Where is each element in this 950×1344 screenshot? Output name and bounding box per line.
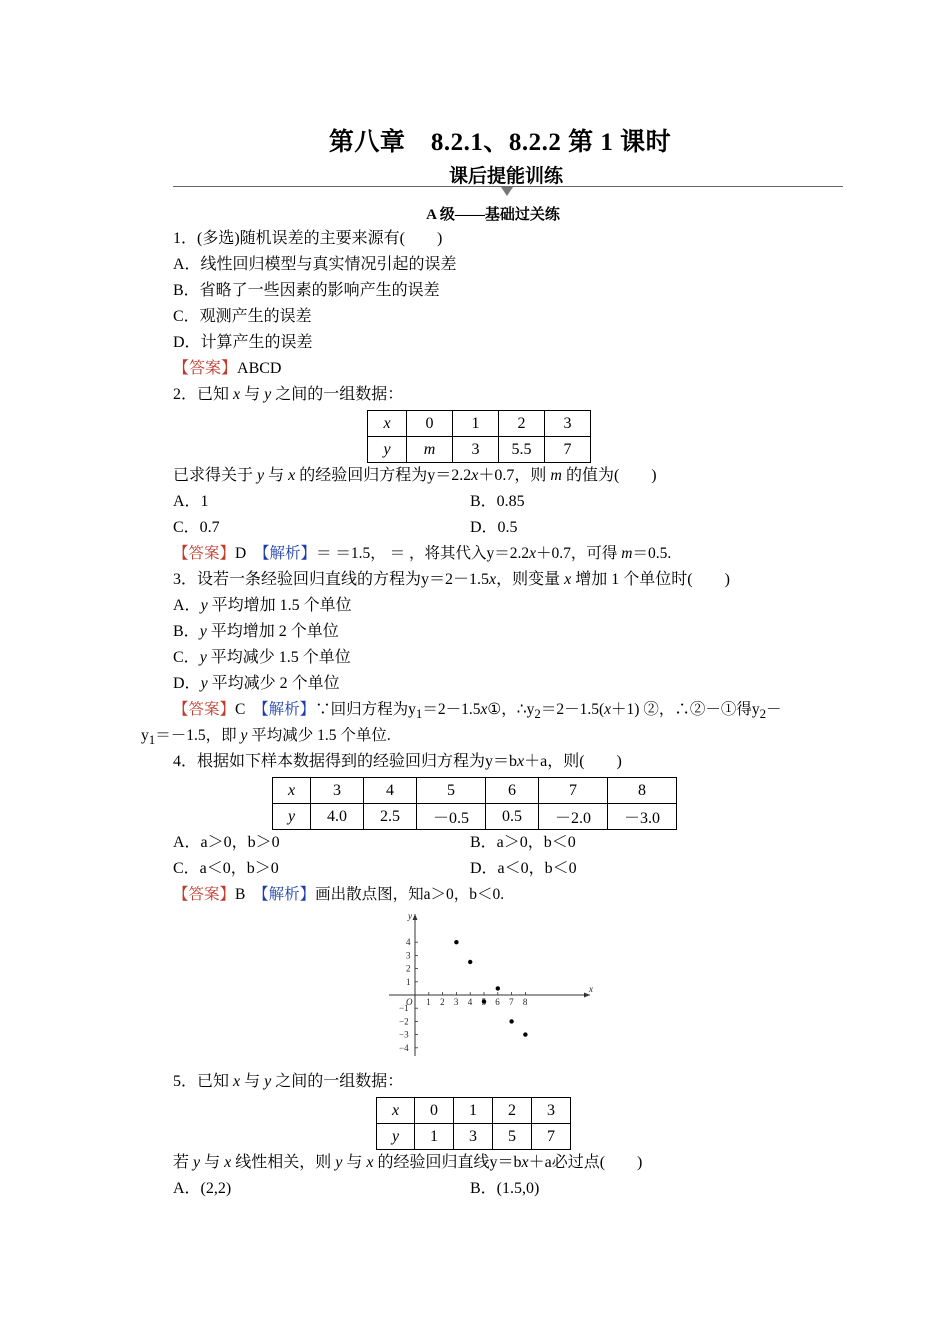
analysis-text: 平均减少 1.5 个单位. xyxy=(247,727,391,744)
var-m: m xyxy=(550,467,562,484)
var-y: y xyxy=(199,623,207,640)
answer-label: 【答案】 xyxy=(173,886,236,903)
var-x: x xyxy=(366,1154,374,1171)
data-point xyxy=(468,960,472,964)
data-point xyxy=(523,1032,527,1036)
var-y: y xyxy=(257,467,265,484)
y-tick-label: 2 xyxy=(406,963,411,974)
x-tick-label: 3 xyxy=(453,997,459,1007)
text: ＋a，则( ) xyxy=(524,753,622,770)
y-tick-label: 1 xyxy=(406,976,411,987)
table-cell: 0 xyxy=(415,1098,454,1124)
q4-option-b: B．a＞0，b＜0 xyxy=(470,834,576,851)
q5-option-b: B．(1.5,0) xyxy=(470,1180,540,1197)
var-y: y xyxy=(264,386,272,403)
table-cell: 5 xyxy=(493,1124,532,1150)
answer-label: 【答案】 xyxy=(173,701,236,718)
q2-stem xyxy=(173,385,403,405)
answer-value: ABCD xyxy=(237,360,282,377)
x-tick-label: 8 xyxy=(522,997,528,1007)
answer-label: 【答案】 xyxy=(173,545,236,562)
analysis-label: 【解析】 xyxy=(260,886,316,903)
q1-option-b: B．省略了一些因素的影响产生的误差 xyxy=(173,282,440,299)
var-y: y xyxy=(200,597,208,614)
q2-option-a: A．1 xyxy=(173,493,209,510)
table-row xyxy=(368,437,591,463)
y-axis-label: y xyxy=(408,911,412,921)
table-cell: 1 xyxy=(453,411,499,437)
q3-option-d xyxy=(173,674,340,694)
table-cell: 4 xyxy=(364,778,417,804)
x-tick-label: 6 xyxy=(495,997,500,1007)
var-x: x xyxy=(529,545,537,562)
table-row xyxy=(368,411,591,437)
table-cell: 6 xyxy=(486,778,539,804)
table-cell: 0 xyxy=(407,411,453,437)
var-x: x xyxy=(288,467,296,484)
subscript: 1 xyxy=(415,706,423,722)
q3-analysis-line2 xyxy=(141,726,391,750)
var-y: y xyxy=(199,649,207,666)
table-row xyxy=(377,1098,571,1124)
answer-value: B xyxy=(235,886,246,903)
text: ，则变量 xyxy=(496,571,565,588)
scatter-plot xyxy=(385,908,600,1058)
var-x: x xyxy=(564,571,572,588)
x-tick-label: 7 xyxy=(509,997,514,1007)
text: 平均增加 2 个单位 xyxy=(206,623,339,640)
table-cell: 2 xyxy=(493,1098,532,1124)
text: 与 xyxy=(264,467,289,484)
table-cell: 2 xyxy=(499,411,545,437)
text: A． xyxy=(173,597,201,614)
analysis-text: ＋0.7，可得 xyxy=(536,545,622,562)
analysis-text: ①，∴y xyxy=(487,701,535,718)
text: 4．根据如下样本数据得到的经验回归方程为y＝b xyxy=(173,753,518,770)
text: 增加 1 个单位时( ) xyxy=(571,571,730,588)
q4-option-c: C．a＜0，b＞0 xyxy=(173,860,279,877)
text: 与 xyxy=(240,1073,265,1090)
text: 线性相关，则 xyxy=(231,1154,336,1171)
text: C． xyxy=(173,649,200,666)
q3-stem xyxy=(173,570,730,590)
table-cell: 7 xyxy=(532,1124,571,1150)
table-header-x: x xyxy=(391,1101,400,1119)
analysis-text: ＝0.5. xyxy=(632,545,672,562)
text: ＋0.7，则 xyxy=(478,467,551,484)
analysis-text: ＝－1.5，即 xyxy=(155,727,241,744)
subscript: 2 xyxy=(534,706,541,722)
analysis-text: ＝2－1.5 xyxy=(422,701,481,718)
var-x: x xyxy=(517,753,525,770)
text: 之间的一组数据： xyxy=(271,1073,404,1090)
text: B． xyxy=(173,623,200,640)
q1-stem: 1．(多选)随机误差的主要来源有( ) xyxy=(173,230,443,247)
data-point xyxy=(496,986,500,990)
q1-option-d: D．计算产生的误差 xyxy=(173,334,313,351)
x-tick-label: 4 xyxy=(467,997,473,1007)
q3-option-b xyxy=(173,622,339,642)
table-cell: －0.5 xyxy=(417,804,486,830)
q4-data-table xyxy=(272,777,677,830)
text: 已求得关于 xyxy=(173,467,258,484)
var-x: x xyxy=(471,467,479,484)
q1-answer xyxy=(173,359,281,379)
table-cell: －3.0 xyxy=(608,804,677,830)
q2-line2 xyxy=(173,466,657,486)
var-y: y xyxy=(200,675,208,692)
analysis-text: 画出散点图，知a＞0，b＜0. xyxy=(315,886,505,903)
table-header-x: x xyxy=(383,414,391,432)
table-cell: 3 xyxy=(532,1098,571,1124)
table-row xyxy=(273,778,677,804)
q2-option-d: D．0.5 xyxy=(470,519,518,536)
text: 与 xyxy=(240,386,265,403)
var-y: y xyxy=(193,1154,201,1171)
var-x: x xyxy=(480,701,488,718)
q1-option-c: C．观测产生的误差 xyxy=(173,308,312,325)
page-subtitle: 课后提能训练 xyxy=(448,166,563,187)
table-header-x: x xyxy=(287,781,296,799)
section-heading: A 级——基础过关练 xyxy=(426,207,560,223)
text: 3．设若一条经验回归直线的方程为y＝2－1.5 xyxy=(173,571,490,588)
text: 与 xyxy=(342,1154,367,1171)
text: 的值为( ) xyxy=(561,467,657,484)
table-cell: 5.5 xyxy=(499,437,545,463)
table-header-y: y xyxy=(391,1127,400,1145)
q4-stem xyxy=(173,752,622,772)
text: 的经验回归直线y＝b xyxy=(373,1154,522,1171)
triangle-marker-icon xyxy=(501,187,513,196)
subscript: 2 xyxy=(759,706,767,722)
var-m: m xyxy=(621,545,633,562)
x-axis-label: x xyxy=(589,984,593,994)
analysis-text: ＋1) ②，∴②－①得y xyxy=(611,701,760,718)
var-x: x xyxy=(489,571,497,588)
data-point xyxy=(509,1019,513,1023)
q5-option-a: A．(2,2) xyxy=(173,1180,232,1197)
q4-option-a: A．a＞0，b＞0 xyxy=(173,834,280,851)
table-row xyxy=(377,1124,571,1150)
q4-answer xyxy=(173,885,504,905)
q4-option-d: D．a＜0，b＜0 xyxy=(470,860,577,877)
table-cell: 1 xyxy=(454,1098,493,1124)
table-cell: 3 xyxy=(454,1124,493,1150)
text: 若 xyxy=(173,1154,194,1171)
q2-data-table xyxy=(367,410,591,463)
q2-option-b: B．0.85 xyxy=(470,493,525,510)
table-cell: 7 xyxy=(539,778,608,804)
x-tick-label: 2 xyxy=(440,997,445,1007)
y-tick-label: −2 xyxy=(399,1016,409,1027)
q5-line2 xyxy=(173,1153,642,1173)
analysis-label: 【解析】 xyxy=(260,701,316,718)
table-cell: m xyxy=(423,440,436,458)
y-axis-arrow-icon xyxy=(413,914,418,920)
y-tick-label: 4 xyxy=(406,937,411,948)
data-point xyxy=(454,940,458,944)
var-y: y xyxy=(335,1154,343,1171)
text: 平均增加 1.5 个单位 xyxy=(207,597,352,614)
answer-value: C xyxy=(235,701,246,718)
table-header-y: y xyxy=(383,440,391,458)
origin-label: O xyxy=(406,997,413,1007)
table-cell: 8 xyxy=(608,778,677,804)
data-point xyxy=(482,999,486,1003)
analysis-text: ∵回归方程为y xyxy=(315,701,416,718)
page-title: 第八章 8.2.1、8.2.2 第 1 课时 xyxy=(328,129,672,156)
table-cell: 7 xyxy=(545,437,591,463)
var-x: x xyxy=(224,1154,232,1171)
y-tick-label: −3 xyxy=(399,1029,409,1040)
table-row xyxy=(273,804,677,830)
q5-data-table xyxy=(376,1097,571,1150)
table-cell: 1 xyxy=(415,1124,454,1150)
table-cell: 5 xyxy=(417,778,486,804)
var-x: x xyxy=(233,386,241,403)
answer-label: 【答案】 xyxy=(173,360,238,377)
table-cell: 3 xyxy=(545,411,591,437)
analysis-text: ＝ ＝1.5， ＝ ，将其代入y＝2.2 xyxy=(316,545,530,562)
table-header-y: y xyxy=(287,807,296,825)
var-y: y xyxy=(264,1073,272,1090)
subscript: 1 xyxy=(148,732,156,748)
analysis-text: y xyxy=(141,727,149,744)
answer-value: D xyxy=(235,545,247,562)
q3-answer xyxy=(173,700,782,724)
table-cell: 3 xyxy=(311,778,364,804)
table-cell: 0.5 xyxy=(486,804,539,830)
analysis-text: ＝2－1.5( xyxy=(540,701,605,718)
q2-option-c: C．0.7 xyxy=(173,519,220,536)
q3-option-c xyxy=(173,648,351,668)
text: 5．已知 xyxy=(173,1073,234,1090)
y-tick-label: 3 xyxy=(406,950,411,961)
var-x: x xyxy=(521,1154,529,1171)
y-tick-label: −4 xyxy=(399,1042,409,1053)
analysis-text: － xyxy=(766,701,782,718)
table-cell: 4.0 xyxy=(311,804,364,830)
text: 的经验回归方程为y＝2.2 xyxy=(295,467,472,484)
table-cell: －2.0 xyxy=(539,804,608,830)
q5-stem xyxy=(173,1072,403,1092)
analysis-label: 【解析】 xyxy=(261,545,316,562)
table-cell: 2.5 xyxy=(364,804,417,830)
q3-option-a xyxy=(173,596,352,616)
text: 2．已知 xyxy=(173,386,234,403)
text: 与 xyxy=(200,1154,225,1171)
text: 之间的一组数据： xyxy=(271,386,404,403)
y-tick-label: −1 xyxy=(399,1003,409,1014)
var-x: x xyxy=(233,1073,241,1090)
text: D． xyxy=(173,675,201,692)
q1-option-a: A．线性回归模型与真实情况引起的误差 xyxy=(173,256,457,273)
var-x: x xyxy=(604,701,612,718)
table-cell: 3 xyxy=(453,437,499,463)
text: 平均减少 1.5 个单位 xyxy=(206,649,351,666)
q2-answer xyxy=(173,544,671,564)
text: 平均减少 2 个单位 xyxy=(207,675,340,692)
text: ＋a必过点( ) xyxy=(528,1154,643,1171)
x-tick-label: 1 xyxy=(426,997,431,1007)
var-y: y xyxy=(240,727,248,744)
